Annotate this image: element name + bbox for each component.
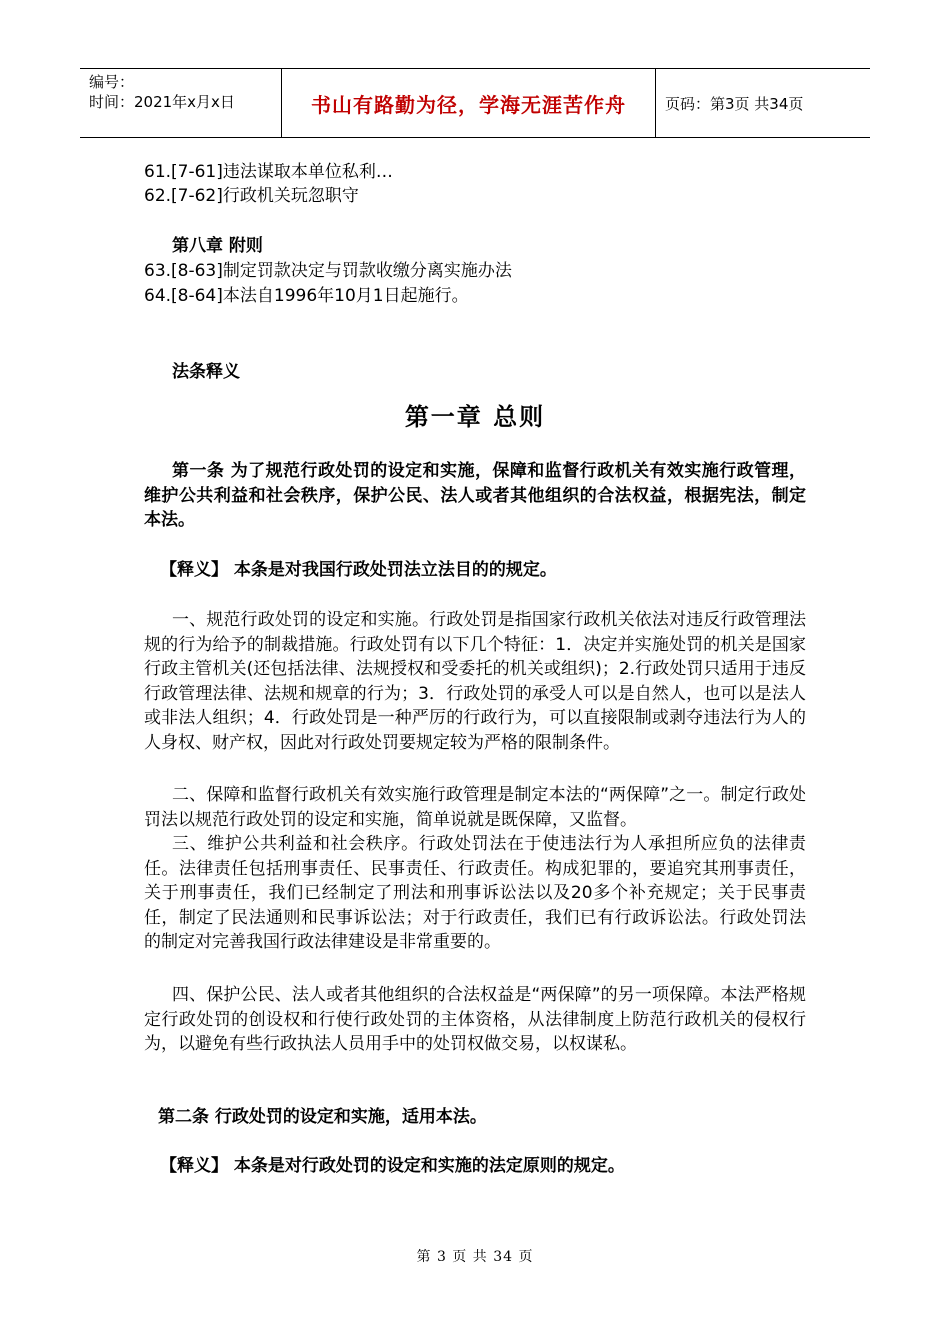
chapter-title: 第一章 总则 xyxy=(404,403,546,431)
document-time: 时间：2021年x月x日 xyxy=(89,93,235,111)
article-2: 第二条 行政处罚的设定和实施，适用本法。 xyxy=(158,1107,487,1127)
interpretation-1: 【释义】 本条是对我国行政处罚法立法目的的规定。 xyxy=(160,560,557,580)
page-footer: 第 3 页 共 34 页 xyxy=(416,1249,534,1265)
page-code: 页码：第3页 共34页 xyxy=(665,94,804,113)
motto: 书山有路勤为径，学海无涯苦作舟 xyxy=(311,92,626,117)
interpretation-2: 【释义】 本条是对行政处罚的设定和实施的法定原则的规定。 xyxy=(160,1156,625,1176)
paragraph-2: 二、保障和监督行政机关有效实施行政管理是制定本法的“两保障”之一。制定行政处罚法以规范行政处罚的设定和实施，简单说就是既保障，又监督。 xyxy=(144,785,806,830)
header-meta-cell xyxy=(80,69,281,137)
toc-item-61: 61.[7-61]违法谋取本单位私利… xyxy=(144,162,393,182)
toc-chapter-8: 第八章 附则 xyxy=(172,236,263,256)
toc-item-63: 63.[8-63]制定罚款决定与罚款收缴分离实施办法 xyxy=(144,261,512,281)
paragraph-3: 三、维护公共利益和社会秩序。行政处罚法在于使违法行为人承担所应负的法律责任。法律责任包括刑事责任、民事责任、行政责任。构成犯罪的，要追究其刑事责任，关于刑事责任，我们已经制定了刑法和刑事诉讼法以及20多个补充规定；关于民事责任，制定了民法通则和民事诉讼法；对于行政责任，我们已有行政诉讼法。行政处罚法的制定对完善我国行政法律建设是非常重要的。 xyxy=(144,834,806,952)
toc-item-62: 62.[7-62]行政机关玩忽职守 xyxy=(144,186,359,206)
document-number: 编号： xyxy=(89,73,135,91)
section-label: 法条释义 xyxy=(172,362,240,382)
page-header xyxy=(80,68,870,138)
header-motto-cell xyxy=(281,69,656,137)
paragraph-1: 一、规范行政处罚的设定和实施。行政处罚是指国家行政机关依法对违反行政管理法规的行为给予的制裁措施。行政处罚有以下几个特征：1．决定并实施处罚的机关是国家行政主管机关(还包括法律、法规授权和受委托的机关或组织)；2.行政处罚只适用于违反行政管理法律、法规和规章的行为；3．行政处罚的承受人可以是自然人，也可以是法人或非法人组织；4．行政处罚是一种严厉的行政行为，可以直接限制或剥夺违法行为人的人身权、财产权，因此对行政处罚要规定较为严格的限制条件。 xyxy=(144,610,806,753)
article-1: 第一条 为了规范行政处罚的设定和实施，保障和监督行政机关有效实施行政管理，维护公共利益和社会秩序，保护公民、法人或者其他组织的合法权益，根据宪法，制定本法。 xyxy=(144,461,806,530)
paragraph-4: 四、保护公民、法人或者其他组织的合法权益是“两保障”的另一项保障。本法严格规定行政处罚的创设权和行使行政处罚的主体资格，从法律制度上防范行政机关的侵权行为，以避免有些行政执法人员用手中的处罚权做交易，以权谋私。 xyxy=(144,985,806,1054)
header-page-cell xyxy=(655,69,870,137)
toc-item-64: 64.[8-64]本法自1996年10月1日起施行。 xyxy=(144,286,469,306)
